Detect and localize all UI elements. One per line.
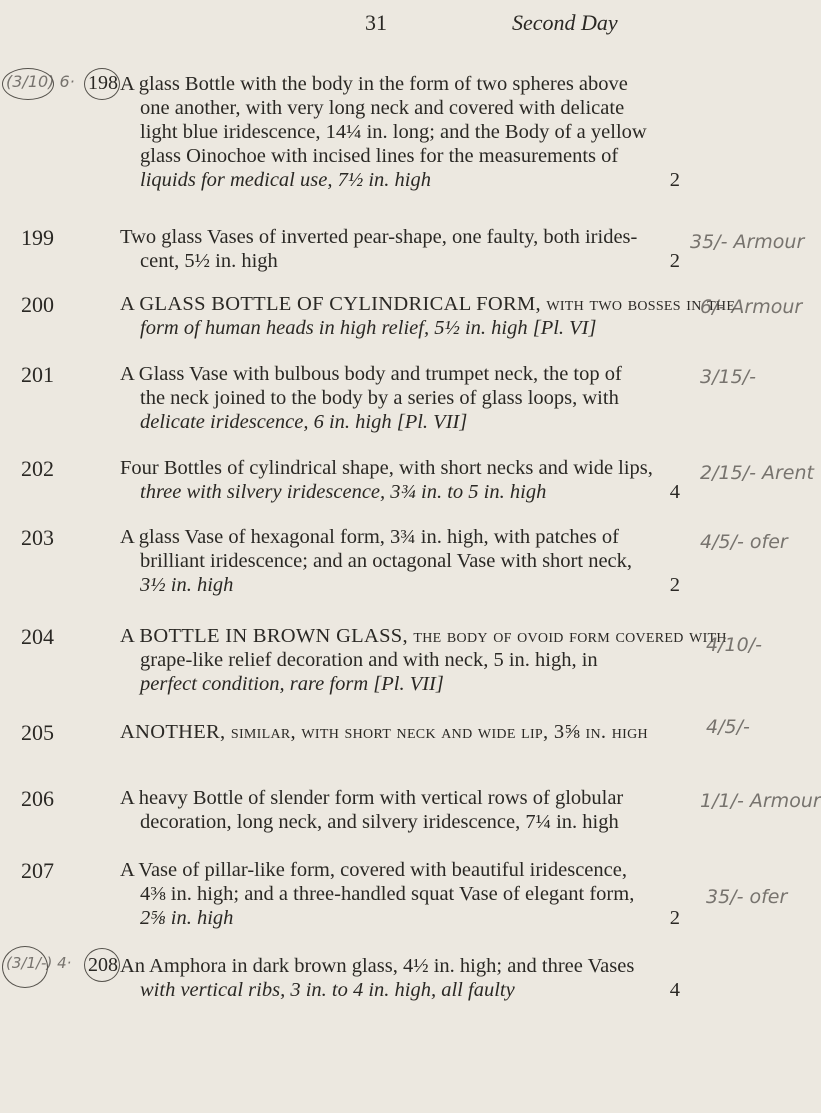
desc-line: A GLASS BOTTLE OF CYLINDRICAL FORM, with two bosses in the (120, 293, 736, 315)
quantity: 2 (669, 169, 680, 191)
lot-description (120, 720, 680, 744)
price-annotation: 35/- ofer (706, 886, 788, 908)
running-title: Second Day (512, 10, 618, 35)
lot-description (120, 72, 680, 192)
lot-number: 202 (21, 456, 54, 481)
lot-description (120, 858, 680, 930)
lot-number: 201 (21, 362, 54, 387)
price-annotation: 4/5/- ofer (700, 531, 788, 553)
desc-line: liquids for medical use, 7½ in. high 2 (140, 169, 680, 191)
desc-line: A Glass Vase with bulbous body and trumpet neck, the top of (120, 363, 622, 385)
desc-line: A glass Vase of hexagonal form, 3¾ in. high, with patches of (120, 526, 619, 548)
lot-number: 208 (88, 954, 118, 976)
lot-number: 199 (21, 225, 54, 250)
price-annotation: 3/15/- (700, 366, 756, 388)
desc-line: Four Bottles of cylindrical shape, with short necks and wide lips, (120, 457, 653, 479)
desc-line: An Amphora in dark brown glass, 4½ in. high; and three Vases (120, 955, 635, 977)
desc-line: decoration, long neck, and silvery iridescence, 7¼ in. high (140, 811, 619, 833)
quantity: 4 (669, 979, 680, 1001)
desc-line: brilliant iridescence; and an octagonal Vase with short neck, (140, 550, 633, 572)
lot-number: 198 (88, 72, 118, 94)
desc-line: A glass Bottle with the body in the form of two spheres above (120, 73, 628, 95)
price-annotation: 1/1/- Armour (700, 790, 821, 812)
desc-line: A Vase of pillar-like form, covered with beautiful iridescence, (120, 859, 627, 881)
desc-line: 4⅜ in. high; and a three-handled squat Vase of elegant form, (140, 883, 635, 905)
desc-line: perfect condition, rare form [Pl. VII] (140, 673, 444, 695)
lot-description (120, 225, 680, 273)
lot-description (120, 525, 680, 597)
page-number: 31 (365, 10, 387, 35)
page-header (0, 10, 801, 40)
desc-line: light blue iridescence, 14¼ in. long; and the Body of a yellow (140, 121, 647, 143)
desc-line: three with silvery iridescence, 3¾ in. to 5 in. high 4 (140, 481, 680, 503)
lot-number: 203 (21, 525, 54, 550)
left-annotation: (3/1/-) 4· (6, 954, 72, 972)
left-annotation: (3/10) 6· (6, 72, 75, 91)
price-annotation: 4/5/- (706, 716, 750, 738)
desc-line: form of human heads in high relief, 5½ in. high [Pl. VI] (140, 317, 597, 339)
quantity: 2 (669, 250, 680, 272)
desc-line: cent, 5½ in. high 2 (140, 250, 680, 272)
quantity: 4 (669, 481, 680, 503)
lot-number: 204 (21, 624, 54, 649)
price-annotation: 6/- Armour (700, 296, 803, 318)
price-annotation: 4/10/- (706, 634, 762, 656)
desc-line: delicate iridescence, 6 in. high [Pl. VII] (140, 411, 468, 433)
desc-line: A heavy Bottle of slender form with vertical rows of globular (120, 787, 624, 809)
price-annotation: 2/15/- Arent (700, 462, 814, 484)
price-annotation: 35/- Armour (690, 231, 805, 253)
desc-line: A BOTTLE IN BROWN GLASS, the body of ovoid form covered with (120, 625, 727, 647)
lot-description (120, 456, 680, 504)
desc-line: 3½ in. high 2 (140, 574, 680, 596)
lot-description (120, 292, 736, 340)
lot-number: 205 (21, 720, 54, 745)
desc-line: glass Oinochoe with incised lines for the measurements of (140, 145, 619, 167)
lot-number: 200 (21, 292, 54, 317)
quantity: 2 (669, 574, 680, 596)
quantity: 2 (669, 907, 680, 929)
desc-line: ANOTHER, similar, with short neck and wide lip, 3⅝ in. high (120, 721, 648, 743)
lot-description (120, 362, 680, 434)
desc-line: with vertical ribs, 3 in. to 4 in. high, all faulty 4 (140, 979, 680, 1001)
desc-line: Two glass Vases of inverted pear-shape, one faulty, both irides- (120, 226, 638, 248)
lot-description (120, 954, 680, 1002)
desc-line: 2⅝ in. high 2 (140, 907, 680, 929)
lot-number: 207 (21, 858, 54, 883)
desc-line: grape-like relief decoration and with neck, 5 in. high, in (140, 649, 598, 671)
lot-description (120, 624, 727, 696)
lot-description (120, 786, 680, 834)
desc-line: the neck joined to the body by a series of glass loops, with (140, 387, 619, 409)
lot-number: 206 (21, 786, 54, 811)
desc-line: one another, with very long neck and covered with delicate (140, 97, 625, 119)
